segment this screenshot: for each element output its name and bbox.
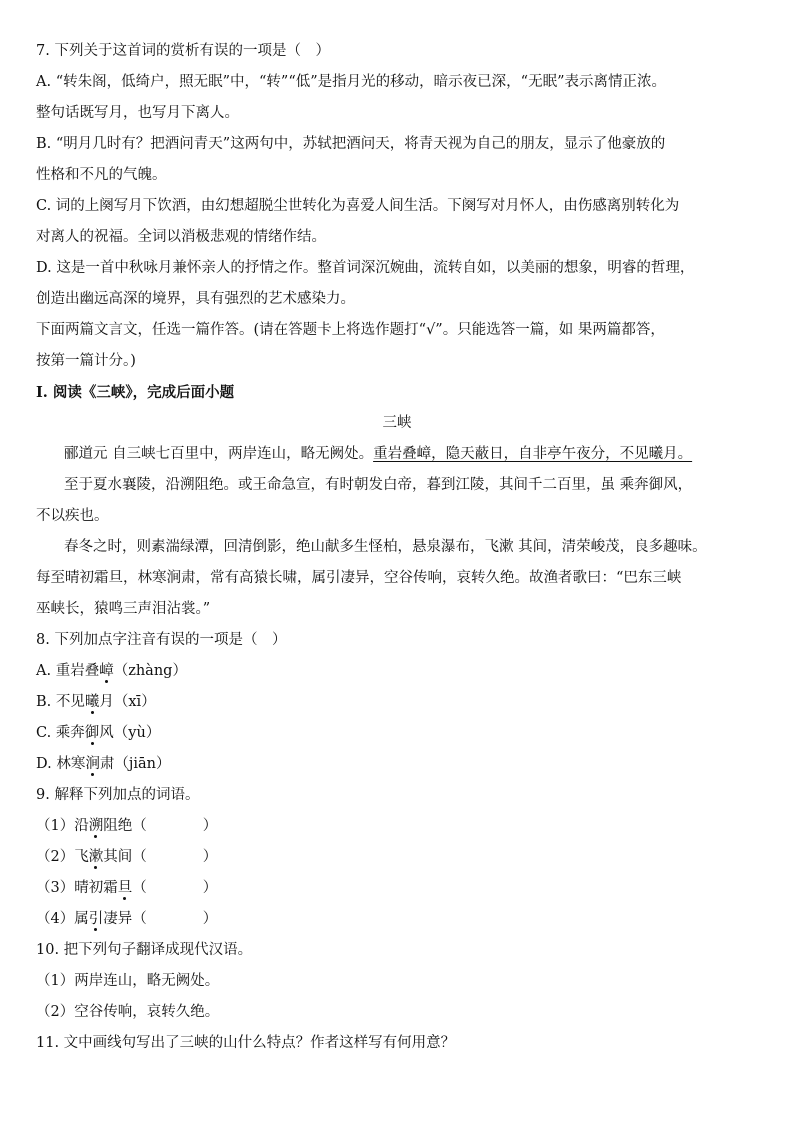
q8-c-dotted-char: 御 [84, 725, 100, 741]
q9-1-dotted-char: 溯 [88, 818, 104, 834]
q8-d-dotted-char: 涧 [85, 756, 100, 772]
q9-2-text-post: 其间（ [103, 849, 147, 865]
q9-4-dotted-char: 引 [88, 911, 104, 927]
q9-item-4 [36, 904, 758, 935]
q8-c-pinyin: 风（yù） [99, 725, 161, 741]
q9-3-close: ） [202, 880, 218, 896]
q9-2-dotted-char: 漱 [88, 849, 104, 865]
underlined-sentence: 重岩叠嶂，隐天蔽日，自非亭午夜分，不见曦月。 [373, 446, 693, 462]
q10-item-1: （1）两岸连山，略无阙处。 [36, 973, 220, 989]
q8-option-a [36, 656, 758, 687]
q8-a-pinyin: （zhàng） [113, 663, 187, 679]
q8-a-text: A. 重岩叠 [36, 663, 100, 679]
q9-item-1 [36, 811, 758, 842]
q10-item-2: （2）空谷传响，哀转久绝。 [36, 1004, 220, 1020]
q7-option-c-line1: C. 词的上阕写月下饮酒，由幻想超脱尘世转化为喜爱人间生活。下阕写对月怀人，由伤感离别转化为 [36, 198, 680, 214]
passage-paragraph-1 [36, 439, 758, 470]
q9-item-3 [36, 873, 758, 904]
q9-item-2 [36, 842, 758, 873]
passage-p1-text: 郦道元 自三峡七百里中，两岸连山，略无阙处。 [64, 446, 374, 462]
passage-paragraph-3-line3: 巫峡长，猿鸣三声泪沾裳。” [36, 601, 211, 617]
q9-3-dotted-char: 旦 [117, 880, 133, 896]
passage-paragraph-3-line1: 春冬之时，则素湍绿潭，回清倒影，绝山献多生怪柏，悬泉瀑布，飞漱 其间，清荣峻茂，良多趣味。 [64, 539, 707, 555]
q10-stem: 10. 把下列句子翻译成现代汉语。 [36, 942, 253, 958]
section-title: Ⅰ. 阅读《三峡》，完成后面小题 [36, 384, 235, 401]
q9-stem: 9. 解释下列加点的词语。 [36, 787, 200, 803]
exam-page [36, 36, 758, 1059]
q8-c-text: C. 乘奔 [36, 725, 85, 741]
q8-d-text: D. 林寒 [36, 756, 86, 772]
passage-title: 三峡 [382, 415, 412, 431]
instruction-line1: 下面两篇文言文，任选一篇作答。(请在答题卡上将选作题打“√”。只能选答一篇，如 果两篇都答， [36, 322, 665, 338]
q9-4-text-post: 凄异（ [103, 911, 147, 927]
passage-paragraph-3-line2: 每至晴初霜旦，林寒涧肃，常有高猿长啸，属引凄异，空谷传响，哀转久绝。故渔者歌曰：“巴东三峡 [36, 570, 682, 586]
q7-option-a-line1: A. “转朱阁，低绮户，照无眠”中，“转”“低”是指月光的移动，暗示夜已深，“无眠”表示离情正浓。 [36, 74, 666, 90]
q7-option-c-line2: 对离人的祝福。全词以消极悲观的情绪作结。 [36, 229, 326, 245]
q9-2-text: （2）飞 [36, 849, 89, 865]
q7-option-d-line1: D. 这是一首中秋咏月兼怀亲人的抒情之作。整首词深沉婉曲，流转自如，以美丽的想象，明睿的哲理， [36, 260, 695, 276]
q11-stem: 11. 文中画线句写出了三峡的山什么特点？作者这样写有何用意？ [36, 1035, 456, 1051]
q8-a-dotted-char: 嶂 [99, 663, 114, 679]
q9-1-close: ） [202, 818, 218, 834]
q8-b-pinyin: 月（xī） [99, 694, 156, 710]
q9-3-text: （3）晴初霜 [36, 880, 118, 896]
q8-b-dotted-char: 曦 [84, 694, 100, 710]
q7-stem: 7. 下列关于这首词的赏析有误的一项是（ ） [36, 43, 330, 59]
passage-paragraph-2-line2: 不以疾也。 [36, 508, 109, 524]
q9-3-text-post: （ [132, 880, 147, 896]
q9-1-text-post: 阻绝（ [103, 818, 147, 834]
q9-4-text: （4）属 [36, 911, 89, 927]
q8-stem: 8. 下列加点字注音有误的一项是（ ） [36, 632, 287, 648]
q8-d-pinyin: 肃（jiān） [99, 756, 171, 772]
q9-1-text: （1）沿 [36, 818, 89, 834]
instruction-line2: 按第一篇计分。) [36, 353, 136, 369]
q8-b-text: B. 不见 [36, 694, 85, 710]
q8-option-d [36, 749, 758, 780]
q9-2-close: ） [202, 849, 218, 865]
q8-option-b [36, 687, 758, 718]
passage-paragraph-2-line1: 至于夏水襄陵，沿溯阻绝。或王命急宣，有时朝发白帝，暮到江陵，其间千二百里，虽 乘奔御风， [64, 477, 693, 493]
q7-option-d-line2: 创造出幽远高深的境界，具有强烈的艺术感染力。 [36, 291, 355, 307]
q7-option-a-line2: 整句话既写月，也写月下离人。 [36, 105, 239, 121]
q7-option-b-line1: B. “明月几时有？把酒问青天”这两句中，苏轼把酒问天，将青天视为自己的朋友，显示了他豪放的 [36, 136, 666, 152]
q8-option-c [36, 718, 758, 749]
q7-option-b-line2: 性格和不凡的气魄。 [36, 167, 167, 183]
q9-4-close: ） [202, 911, 218, 927]
